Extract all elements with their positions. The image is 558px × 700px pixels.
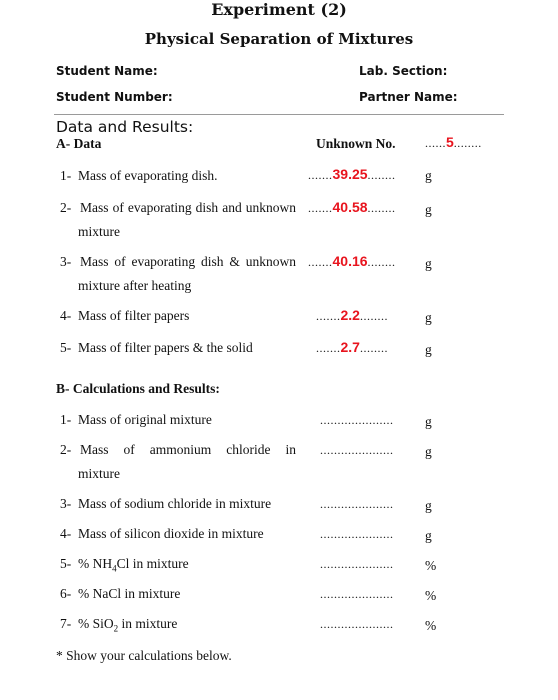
experiment-subtitle: Physical Separation of Mixtures [144,30,414,48]
data-value-1: .......39.25........ [308,166,396,182]
mass-filter-solid-value: 2.7 [340,339,360,355]
calc-row-2-cont: mixture [78,466,120,481]
row-number: 7- [60,616,72,631]
lab-section-label: Lab. Section: [359,64,448,78]
unit-label: g [425,342,432,357]
data-row-2-text: Mass of evaporating dish and unknown [80,200,296,215]
partner-name-label: Partner Name: [359,90,458,104]
calc-row-7: 7- % SiO$_2$ in mixture [60,616,178,634]
row-text: Mass of filter papers [78,308,190,323]
unit-label: % [425,618,437,633]
calc-row-2-text: Mass of ammonium chloride in [80,442,296,457]
blank-answer-line: ..................... [320,413,394,427]
unknown-number-value: 5 [446,134,454,150]
row-number: 4- [60,526,72,541]
row-number: 2- [60,442,72,457]
experiment-title: Experiment (2) [211,0,347,19]
data-row-5 [60,340,253,356]
row-number: 3- [60,254,72,269]
row-number: 1- [60,168,72,183]
unknown-number-label: Unknown No. [316,136,396,151]
calc-row-6 [60,586,180,602]
row-text: Mass of filter papers & the solid [78,340,253,355]
row-number: 4- [60,308,72,323]
data-value-3: .......40.16........ [308,253,396,269]
calc-row-1 [60,412,212,428]
data-row-4 [60,308,189,324]
unit-label: % [425,588,437,603]
unit-label: g [425,256,432,271]
data-results-heading: Data and Results: [56,118,194,136]
unit-label: g [425,444,432,459]
unit-label: g [425,202,432,217]
data-value-2: .......40.58........ [308,199,396,215]
student-number-label: Student Number: [56,90,173,104]
blank-answer-line: ..................... [320,617,394,631]
blank-answer-line: ..................... [320,443,394,457]
mass-evaporating-dish-value: 39.25 [332,166,368,182]
part-b-heading: B- Calculations and Results: [56,381,220,396]
mass-after-heating-value: 40.16 [332,253,368,269]
unit-label: g [425,498,432,513]
unit-label: g [425,528,432,543]
row-number: 3- [60,496,72,511]
blank-answer-line: ..................... [320,587,394,601]
unit-label: g [425,414,432,429]
row-text: % NaCl in mixture [78,586,181,601]
data-value-4: .......2.2........ [316,307,388,323]
calc-row-3 [60,496,271,512]
row-number: 2- [60,200,72,215]
part-a-heading: A- Data [56,136,102,151]
row-number: 1- [60,412,72,427]
row-number: 5- [60,340,72,355]
row-number: 6- [60,586,72,601]
row-text: Mass of sodium chloride in mixture [78,496,272,511]
data-row-2-cont: mixture [78,224,120,239]
calc-row-4 [60,526,264,542]
data-row-3-cont: mixture after heating [78,278,192,293]
mass-dish-unknown-value: 40.58 [332,199,368,215]
row-number: 5- [60,556,72,571]
mass-filter-papers-value: 2.2 [340,307,360,323]
data-row-3-text: Mass of evaporating dish & unknown [80,254,296,269]
calculations-note: * Show your calculations below. [56,648,232,663]
student-name-label: Student Name: [56,64,158,78]
row-text: Mass of evaporating dish. [78,168,218,183]
unit-label: % [425,558,437,573]
header-divider [54,114,504,115]
blank-answer-line: ..................... [320,557,394,571]
row-text: Mass of original mixture [78,412,212,427]
blank-answer-line: ..................... [320,497,394,511]
row-text: Mass of silicon dioxide in mixture [78,526,264,541]
calc-row-5: 5- % $NH_4Cl$ in mixture [60,556,189,574]
data-row-1 [60,168,217,184]
unit-label: g [425,310,432,325]
unknown-number-field: ......5........ [425,134,482,150]
unit-label: g [425,168,432,183]
blank-answer-line: ..................... [320,527,394,541]
data-value-5: .......2.7........ [316,339,388,355]
